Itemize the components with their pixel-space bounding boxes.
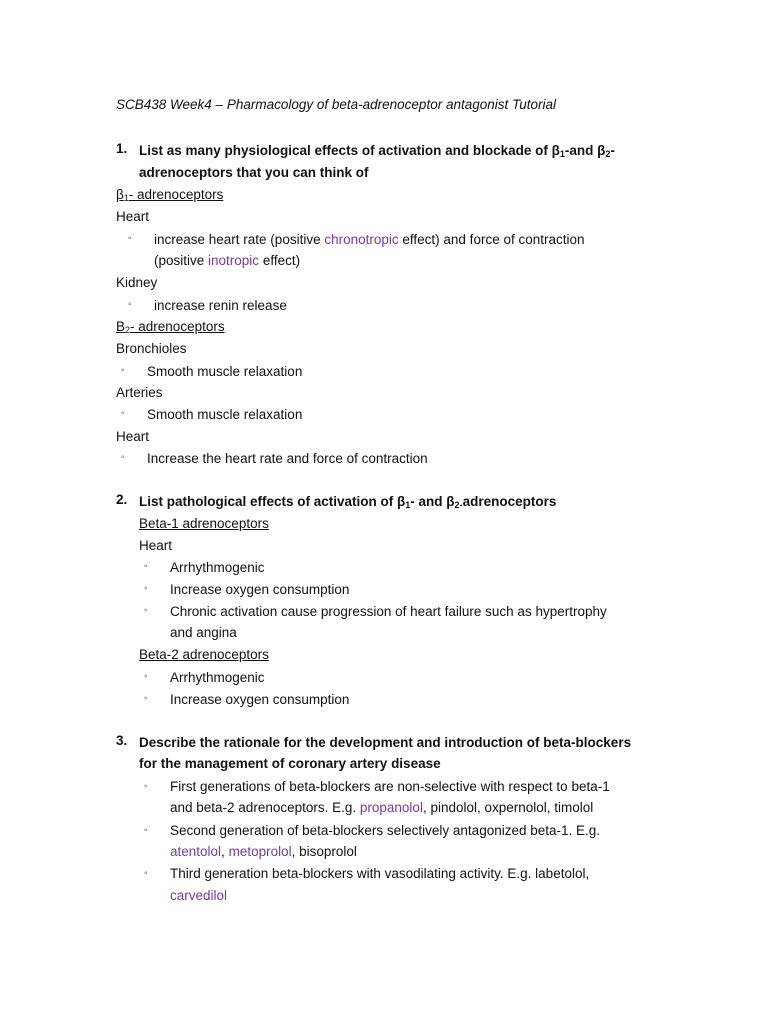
drug-metoprolol: metoprolol: [228, 844, 292, 859]
q1-number: 1.: [116, 141, 128, 156]
bullet-icon: ◦: [144, 605, 148, 616]
heart-label: Heart: [116, 209, 150, 224]
bullet-icon: ◦: [121, 408, 125, 419]
bullet-icon: ◦: [144, 781, 148, 792]
q3-item2-line2: atentolol, metoprolol, bisoprolol: [170, 844, 357, 859]
q3-number: 3.: [116, 733, 128, 748]
inotropic-term: inotropic: [208, 253, 260, 268]
beta1-item-continued: and angina: [170, 625, 237, 640]
drug-atentolol: atentolol: [170, 844, 222, 859]
beta2-item: Arrhythmogenic: [170, 670, 265, 685]
q3-item3-line1: Third generation beta-blockers with vasodilating activity. E.g. labetolol,: [170, 866, 590, 881]
bullet-icon: ◦: [144, 583, 148, 594]
drug-propanolol: propanolol: [359, 800, 423, 815]
beta1-heading: Beta-1 adrenoceptors: [139, 516, 269, 531]
bullet-icon: ◦: [144, 671, 148, 682]
arteries-label: Arteries: [116, 385, 163, 400]
document-title: SCB438 Week4 – Pharmacology of beta-adrenoceptor antagonist Tutorial: [116, 97, 557, 112]
heart2-item: Increase the heart rate and force of contraction: [147, 451, 428, 466]
heart2-label: Heart: [116, 429, 150, 444]
q3-item2-line1: Second generation of beta-blockers selectively antagonized beta-1. E.g.: [170, 823, 601, 838]
bullet-icon: ◦: [128, 299, 132, 310]
kidney-label: Kidney: [116, 275, 158, 290]
beta1-item: Chronic activation cause progression of heart failure such as hypertrophy: [170, 604, 607, 619]
q3-heading-line2: for the management of coronary artery disease: [139, 756, 441, 771]
q2-number: 2.: [116, 492, 128, 507]
bullet-icon: ◦: [144, 825, 148, 836]
q2-heading: List pathological effects of activation of $\beta_1-$ and $\beta_{2-}adrenoceptors$: [139, 494, 557, 510]
chronotropic-term: chronotropic: [324, 232, 399, 247]
beta1-item: Increase oxygen consumption: [170, 582, 350, 597]
q3-item1-line1: First generations of beta-blockers are non-selective with respect to beta-1: [170, 779, 610, 794]
bullet-icon: ◦: [144, 868, 148, 879]
bullet-icon: ◦: [121, 452, 125, 463]
beta1-adrenoceptors-heading: $\beta_1-$ adrenoceptors: [116, 187, 224, 203]
q3-item1-line2: and beta-2 adrenoceptors. E.g. propanolol, pindolol, oxpernolol, timolol: [170, 800, 594, 815]
beta2-adrenoceptors-heading: $B_2-$ adrenoceptors: [116, 319, 225, 335]
drug-carvedilol: carvedilol: [170, 888, 228, 903]
heart-item-line1: increase heart rate (positive chronotropic effect) and force of contraction: [154, 232, 585, 247]
arteries-item: Smooth muscle relaxation: [147, 407, 303, 422]
beta1-item: Arrhythmogenic: [170, 560, 265, 575]
bullet-icon: ◦: [128, 233, 132, 244]
q2-heart-label: Heart: [139, 538, 173, 553]
bronchioles-item: Smooth muscle relaxation: [147, 364, 303, 379]
bullet-icon: ◦: [121, 365, 125, 376]
kidney-item: increase renin release: [154, 298, 287, 313]
q3-heading-line1: Describe the rationale for the development and introduction of beta-blockers: [139, 735, 632, 750]
bronchioles-label: Bronchioles: [116, 341, 187, 356]
bullet-icon: ◦: [144, 561, 148, 572]
beta2-item: Increase oxygen consumption: [170, 692, 350, 707]
beta2-heading: Beta-2 adrenoceptors: [139, 647, 269, 662]
q1-heading-line2: adrenoceptors that you can think of: [139, 165, 369, 180]
bullet-icon: ◦: [144, 693, 148, 704]
q1-heading-line1: List as many physiological effects of activation and blockade of $\beta_1$-and $\beta_2-$: [139, 143, 615, 159]
heart-item-line2: (positive inotropic effect): [154, 253, 301, 268]
